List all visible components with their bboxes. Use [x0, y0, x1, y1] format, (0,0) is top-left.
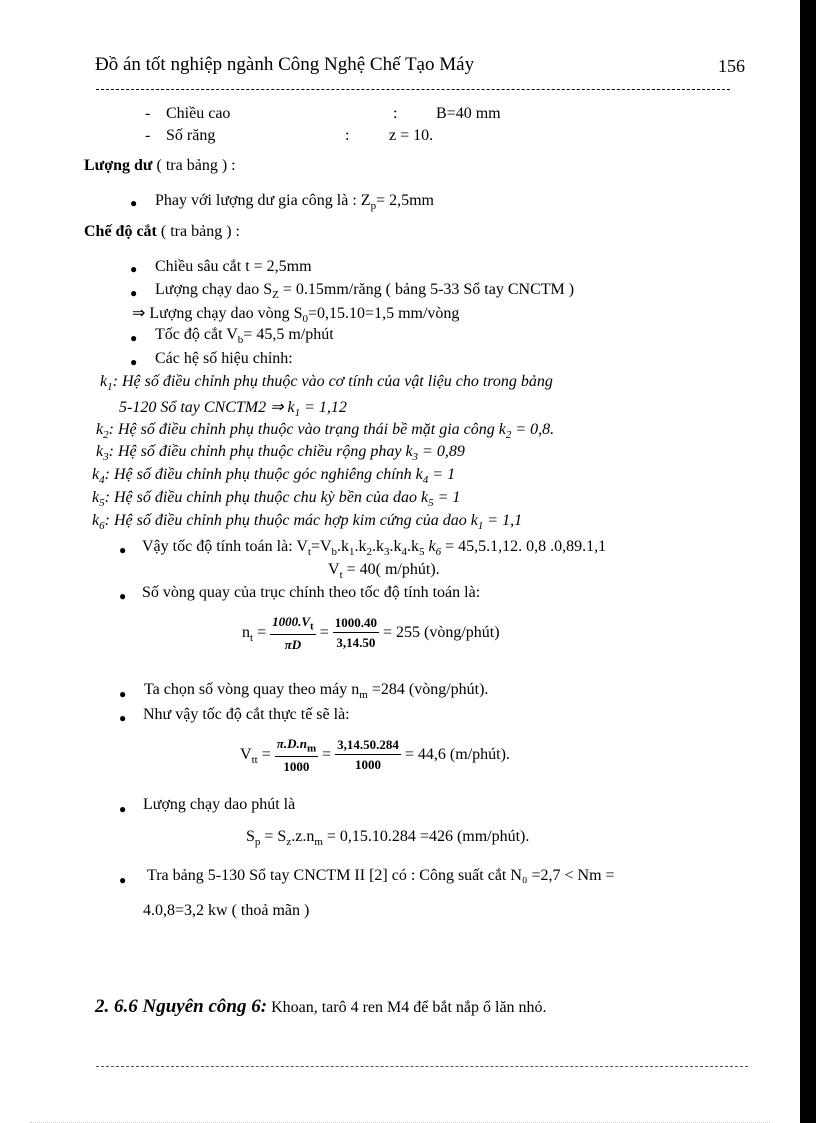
power-check-line2: 4.0,8=3,2 kw ( thoả mãn )	[143, 902, 310, 919]
param-value-teeth: z = 10.	[389, 127, 434, 144]
cutting-mode-heading: Chế độ cắt ( tra bảng ) :	[84, 223, 240, 240]
coef-k6: $k_6$: Hệ số điều chỉnh phụ thuộc mác hợp kim cứng của dao $k_1 = 1,1$	[92, 512, 523, 533]
implies-arrow-icon: ⇒	[132, 305, 146, 322]
coef-k2: $k_2$: Hệ số điều chỉnh phụ thuộc vào trạng thái bề mặt gia công $k_2 = 0,8$.	[96, 421, 555, 442]
param-colon: :	[393, 105, 398, 122]
calc-speed-result: $V_t = 40$( m/phút).	[328, 561, 440, 582]
bullet-icon: ●	[130, 286, 138, 300]
bullet-icon: ●	[119, 687, 127, 701]
coef-k1: $k_1$: Hệ số điều chỉnh phụ thuộc vào cơ tính của vật liệu cho trong bảng	[100, 373, 553, 394]
param-label-teeth: Số răng	[166, 127, 216, 144]
bullet-icon: ●	[119, 589, 127, 603]
coef-k5: $k_5$: Hệ số điều chỉnh phụ thuộc chu kỳ bền của dao $k_5 = 1$	[92, 489, 461, 510]
param-colon: :	[345, 127, 350, 144]
bullet-icon: ●	[130, 355, 138, 369]
param-dash: -	[145, 127, 151, 144]
fraction: $\frac{1000.40}{3,14.50}$	[334, 615, 377, 651]
cutting-speed: Tốc độ cắt $V_b= 45,5$ m/phút	[155, 326, 334, 347]
coef-k3: $k_3$: Hệ số điều chỉnh phụ thuộc chiều rộng phay $k_3 = 0,89$	[96, 443, 465, 464]
param-dash: -	[145, 105, 151, 122]
cut-depth: Chiều sâu cắt t = 2,5mm	[155, 258, 312, 275]
page-right-border	[800, 0, 816, 1123]
page-number: 156	[718, 56, 745, 76]
param-value-height: B=40 mm	[436, 105, 501, 122]
machine-spindle-speed: Ta chọn số vòng quay theo máy $n_m =284$ (vòng/phút).	[144, 681, 489, 702]
bullet-icon: ●	[130, 196, 138, 210]
bullet-icon: ●	[119, 802, 127, 816]
calc-speed-formula: Vậy tốc độ tính toán là: $V_t=V_b.k_1.k_2.k_3.k_4.k_5$ $k_6 = 45,5.1,12$. 0,8 .0,89.1,1	[142, 538, 607, 559]
feed-per-minute-intro: Lượng chạy dao phút là	[143, 796, 296, 813]
spindle-speed-equation: $n_t$ = $\frac{1000.V_t}{\pi D}$ = $\frac{1000.40}{3,14.50}$ = 255 (vòng/phút)	[242, 614, 500, 652]
feed-per-tooth: Lượng chạy dao $S_Z$ = 0.15mm/răng ( bảng 5-33 Sổ tay CNCTM )	[155, 281, 575, 302]
bullet-icon: ●	[130, 262, 138, 276]
coef-k4: $k_4$: Hệ số điều chỉnh phụ thuộc góc nghiêng chính $k_4 = 1$	[92, 466, 456, 487]
fraction: $\frac{\pi.D.n_m}{1000}$	[276, 736, 317, 774]
bullet-icon: ●	[119, 711, 127, 725]
bullet-icon: ●	[130, 331, 138, 345]
coef-k1-cont: 5-120 Sổ tay CNCTM2 ⇒ $k_1 = 1,12$	[119, 399, 347, 420]
fraction: $\frac{1000.V_t}{\pi D}$	[272, 614, 314, 652]
feed-per-minute-equation: $S_p = S_z.z.n_m = 0,15.10.284 =426$ (mm/phút).	[246, 828, 530, 849]
actual-speed-equation: $V_{tt}$ = $\frac{\pi.D.n_m}{1000}$ = $\frac{3,14.50.284}{1000}$ = 44,6 (m/phút).	[240, 736, 510, 774]
header-title: Đồ án tốt nghiệp ngành Công Nghệ Chế Tạo Máy	[95, 54, 475, 75]
section-heading: 2. 6.6 Nguyên công 6: Khoan, tarô 4 ren M4 để bắt nắp ổ lăn nhỏ.	[95, 996, 547, 1017]
fraction: $\frac{3,14.50.284}{1000}$	[337, 737, 399, 773]
actual-speed-intro: Như vậy tốc độ cắt thực tế sẽ là:	[143, 706, 350, 723]
allowance-item: Phay với lượng dư gia công là : $Z_p= 2,5mm$	[155, 192, 434, 213]
power-check-line1: Tra bảng 5-130 Sổ tay CNCTM II [2] có : Công suất cắt N₀ =2,7 < Nm =	[147, 867, 615, 884]
bullet-icon: ●	[119, 873, 127, 887]
bullet-icon: ●	[119, 543, 127, 557]
spindle-speed-intro: Số vòng quay của trục chính theo tốc độ tính toán là:	[142, 584, 481, 601]
allowance-heading: Lượng dư ( tra bảng ) :	[84, 157, 236, 174]
feed-per-rev: ⇒ Lượng chạy dao vòng $S_0=0,15.10=1,5$ mm/vòng	[132, 305, 460, 326]
coefficients-intro: Các hệ số hiệu chỉnh:	[155, 350, 293, 367]
footer-divider	[96, 1066, 748, 1067]
header-divider	[96, 89, 730, 90]
param-label-height: Chiều cao	[166, 105, 231, 122]
